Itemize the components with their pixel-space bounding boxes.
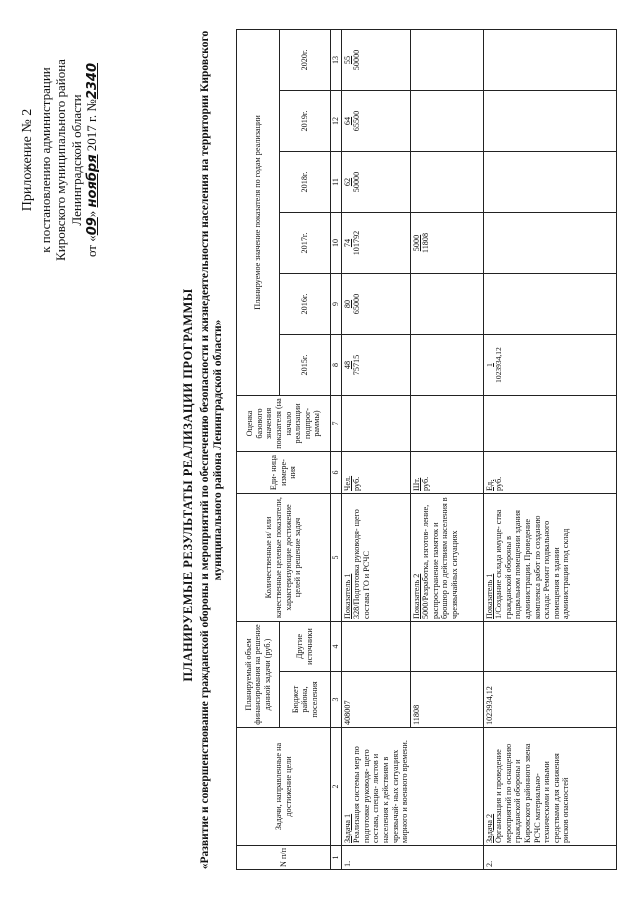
header-unit: Еди- ница измере- ния	[237, 452, 331, 494]
budget-cell: 408007	[341, 672, 410, 728]
indicator-text: 5000/Разработка, изготов- ление, распространение памяток и брошюр по действиям населения в чрезвычайных ситуациях	[421, 497, 459, 619]
baseline-cell	[341, 396, 410, 452]
unit-cell: Чел. руб.	[341, 452, 410, 494]
header-budget: Бюджет района, поселения	[280, 672, 331, 728]
indicator-text: 1/Создание склада имуще- ства гражданской обороны в подвальном помещении здания администрации. Проведение комплекса работ по созданию склада: Ремонт подвального помещения в здании администрации под склад	[494, 509, 571, 619]
indicator-title: Показатель 2	[411, 573, 421, 619]
value-cell	[483, 274, 616, 335]
attachment-line: Ленинградской области	[68, 94, 84, 226]
value-cell	[410, 152, 483, 213]
header-row	[237, 29, 280, 869]
document-page	[10, 10, 630, 895]
value-cell	[483, 91, 616, 152]
column-number: 6	[331, 452, 342, 494]
column-number: 13	[331, 29, 342, 90]
task-title: Задача 1	[342, 813, 352, 843]
indicator-text: 328/Подготовка руководя- щего состава ГО и РСЧС	[352, 509, 371, 619]
other-sources-cell	[410, 622, 483, 672]
indicator-cell	[483, 494, 616, 622]
value-cell: 5000 11808	[410, 213, 483, 274]
column-number-row	[331, 29, 342, 869]
baseline-cell	[410, 396, 483, 452]
attachment-header	[20, 30, 101, 290]
header-num: N п/п	[237, 846, 331, 870]
header-tasks: Задачи, направленные на достижение цели	[237, 728, 331, 846]
column-number: 8	[331, 335, 342, 396]
attachment-title: Приложение № 2	[20, 108, 35, 212]
baseline-cell	[483, 396, 616, 452]
value-cell: 74 101792	[341, 213, 410, 274]
header-year: 2016г.	[280, 274, 331, 335]
indicator-title: Показатель 1	[484, 573, 494, 619]
value-cell	[483, 213, 616, 274]
header-year: 2017г.	[280, 213, 331, 274]
budget-cell: 11808	[410, 672, 483, 728]
header-baseline: Оценка базового значения показателя (на начало реализации подпрог- раммы)	[237, 396, 331, 452]
column-number: 10	[331, 213, 342, 274]
indicator-title: Показатель 1	[342, 573, 352, 619]
task-text: Организация и проведение мероприятий по оснащению гражданской обороны и Кировского районного звена РСЧС материально- техническими и иными средствами для снижения рисков опасностей	[494, 743, 571, 843]
results-table	[236, 29, 617, 870]
row-num: 1.	[341, 846, 483, 870]
column-number: 4	[331, 622, 342, 672]
header-year: 2019г.	[280, 91, 331, 152]
header-year: 2015г.	[280, 335, 331, 396]
task-cell	[483, 728, 616, 846]
value-cell: 1 1023934,12	[483, 335, 616, 396]
table-row	[483, 29, 616, 869]
value-cell: 80 65000	[341, 274, 410, 335]
column-number: 12	[331, 91, 342, 152]
handwritten-day: 09	[85, 217, 100, 236]
unit-cell: Шт. руб.	[410, 452, 483, 494]
column-number: 11	[331, 152, 342, 213]
other-sources-cell	[483, 622, 616, 672]
other-sources-cell	[341, 622, 410, 672]
column-number: 5	[331, 494, 342, 622]
value-cell	[483, 152, 616, 213]
task-text: Реализация системы мер по подготовке руководя- щего состава, специа- листов и населения к действиям в чрезвычай- ных ситуациях мирного и военного времени.	[352, 740, 410, 843]
header-indicators: Количественные и/ или качественные целевые показатели, характеризующие достижение целей и решение задач	[237, 494, 331, 622]
value-cell: 48 75715	[341, 335, 410, 396]
page-subtitle: «Развитие и совершенствование гражданской обороны и мероприятий по обеспечению безопасности и жизнедеятельности населения на территории Кировского муниципального района Ленинградской области»	[199, 30, 224, 870]
table-row	[341, 29, 410, 869]
handwritten-number: 2340	[85, 62, 100, 100]
value-cell: 55 50000	[341, 29, 410, 90]
row-num: 2.	[483, 846, 616, 870]
column-number: 1	[331, 846, 342, 870]
value-cell: 64 65500	[341, 91, 410, 152]
unit-cell: Ед. руб.	[483, 452, 616, 494]
column-number: 2	[331, 728, 342, 846]
header-planned: Планируемое значение показателя по годам реализации	[237, 29, 280, 395]
attachment-line: Кировского муниципального района	[53, 59, 68, 261]
task-title: Задача 2	[484, 813, 494, 843]
page-title: ПЛАНИРУЕМЫЕ РЕЗУЛЬТАТЫ РЕАЛИЗАЦИИ ПРОГРАММЫ	[181, 288, 195, 682]
handwritten-month: ноября	[85, 154, 100, 208]
attachment-line: к постановлению администрации	[37, 67, 53, 253]
value-cell	[410, 335, 483, 396]
column-number: 9	[331, 274, 342, 335]
header-year: 2020г.	[280, 29, 331, 90]
header-funding: Планируемый объем финансирования на решение данной задачи (руб.)	[237, 622, 280, 728]
value-cell	[410, 91, 483, 152]
task-cell	[341, 728, 483, 846]
header-year: 2018г.	[280, 152, 331, 213]
column-number: 7	[331, 396, 342, 452]
attachment-date: от «09» ноября 2017 г. №2340	[84, 62, 100, 258]
column-number: 3	[331, 672, 342, 728]
header-other: Другие источники	[280, 622, 331, 672]
value-cell	[483, 29, 616, 90]
value-cell: 62 50000	[341, 152, 410, 213]
indicator-cell	[341, 494, 410, 622]
value-cell	[410, 29, 483, 90]
value-cell	[410, 274, 483, 335]
indicator-cell	[410, 494, 483, 622]
budget-cell: 1023934,12	[483, 672, 616, 728]
